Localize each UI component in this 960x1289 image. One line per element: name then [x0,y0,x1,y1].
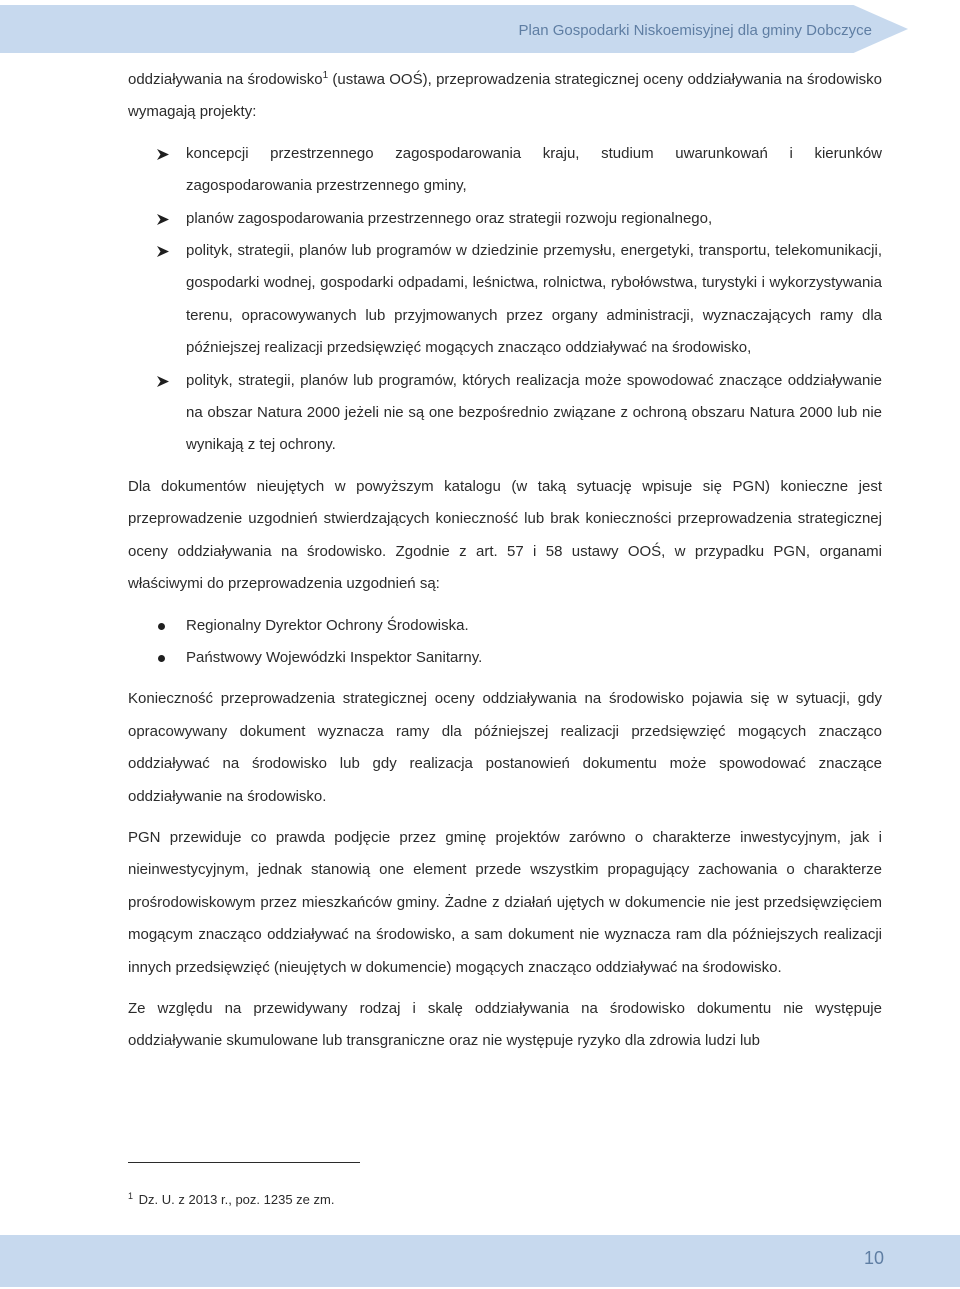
body-paragraph: PGN przewiduje co prawda podjęcie przez gminę projektów zarówno o charakterze inwestycyjnym, jak i nieinwestycyjnym, jednak stanowią one element przede wszystkim propagujący zachowania o charakterze prośrodowiskowym przez mieszkańców gminy. Żadne z działań ujętych w dokumencie nie jest przedsięwzięciem mogącym znacząco oddziaływać na środowisko, a sam dokument nie wyznacza ram dla późniejszych realizacji innych przedsięwzięć (nieujętych w dokumencie) mogących znacząco oddziaływać na środowisko. [128,828,882,976]
page-body [128,64,882,1058]
footnote-separator [128,1162,360,1163]
bullet-dot-icon [158,623,165,630]
body-paragraph: Dla dokumentów nieujętych w powyższym katalogu (w taką sytuację wpisuje się PGN) konieczne jest przeprowadzenie uzgodnień stwierdzających konieczność lub brak konieczności przeprowadzenia strategicznej oceny oddziaływania na środowisko. Zgodnie z art. 57 i 58 ustawy OOŚ, w przypadku PGN, organami właściwymi do przeprowadzenia uzgodnień są: [128,477,882,593]
list-item [128,235,882,365]
footnote-number: 1 [128,1190,134,1201]
body-paragraph: Konieczność przeprowadzenia strategicznej oceny oddziaływania na środowisko pojawia się w sytuacji, gdy opracowywany dokument wyznacza ramy dla późniejszej realizacji przedsięwzięć mogących znacząco oddziaływać na środowisko lub gdy realizacja postanowień dokumentu może spowodować znaczące oddziaływanie na środowisko. [128,690,882,805]
list-item-text: koncepcji przestrzennego zagospodarowania kraju, studium uwarunkowań i kierunków zagospodarowania przestrzennego gminy, [186,144,882,195]
intro-text-continued: (ustawa OOŚ), przeprowadzenia strategicznej oceny oddziaływania na środowisko wymagają projekty: [128,71,882,121]
bullet-dot-icon [158,655,165,662]
arrow-bullet-list [128,138,882,462]
list-item [128,138,882,203]
intro-paragraph [128,64,882,129]
footer-band [0,1235,960,1287]
list-item [128,642,882,674]
arrow-bullet-icon [156,375,170,388]
running-header-title: Plan Gospodarki Niskoemisyjnej dla gminy Dobczyce [518,22,872,39]
list-item-text: polityk, strategii, planów lub programów, których realizacja może spowodować znaczące oddziaływanie na obszar Natura 2000 jeżeli nie są one bezpośrednio związane z ochroną obszaru Natura 2000 lub nie wynikają z tej ochrony. [186,371,882,454]
intro-text: oddziaływania na środowisko [128,71,323,88]
body-paragraph: Ze względu na przewidywany rodzaj i skalę oddziaływania na środowisko dokumentu nie występuje oddziaływanie skumulowane lub transgraniczne oraz nie występuje ryzyko dla zdrowia ludzi lub [128,999,882,1050]
list-item-text: Regionalny Dyrektor Ochrony Środowiska. [186,616,469,634]
footnote-reference[interactable]: 1 [322,70,329,81]
list-item-text: Państwowy Wojewódzki Inspektor Sanitarny. [186,648,483,666]
list-item [128,610,882,642]
dot-bullet-list [128,610,882,675]
list-item-text: polityk, strategii, planów lub programów w dziedzinie przemysłu, energetyki, transportu, telekomunikacji, gospodarki wodnej, gospodarki odpadami, leśnictwa, rolnictwa, rybołówstwa, turystyki i wykorzystywania terenu, opracowywanych lub przyjmowanych przez organy administracji, wyznaczających ramy dla późniejszej realizacji przedsięwzięć mogących znacząco oddziaływać na środowisko, [186,242,882,357]
footnote-text: Dz. U. z 2013 r., poz. 1235 ze zm. [138,1192,335,1207]
list-item [128,365,882,462]
footnote [128,1192,334,1207]
list-item-text: planów zagospodarowania przestrzennego oraz strategii rozwoju regionalnego, [186,209,713,227]
page-number: 10 [863,1248,884,1268]
arrow-bullet-icon [156,148,170,161]
list-item [128,203,882,235]
arrow-bullet-icon [156,213,170,226]
arrow-bullet-icon [156,245,170,258]
